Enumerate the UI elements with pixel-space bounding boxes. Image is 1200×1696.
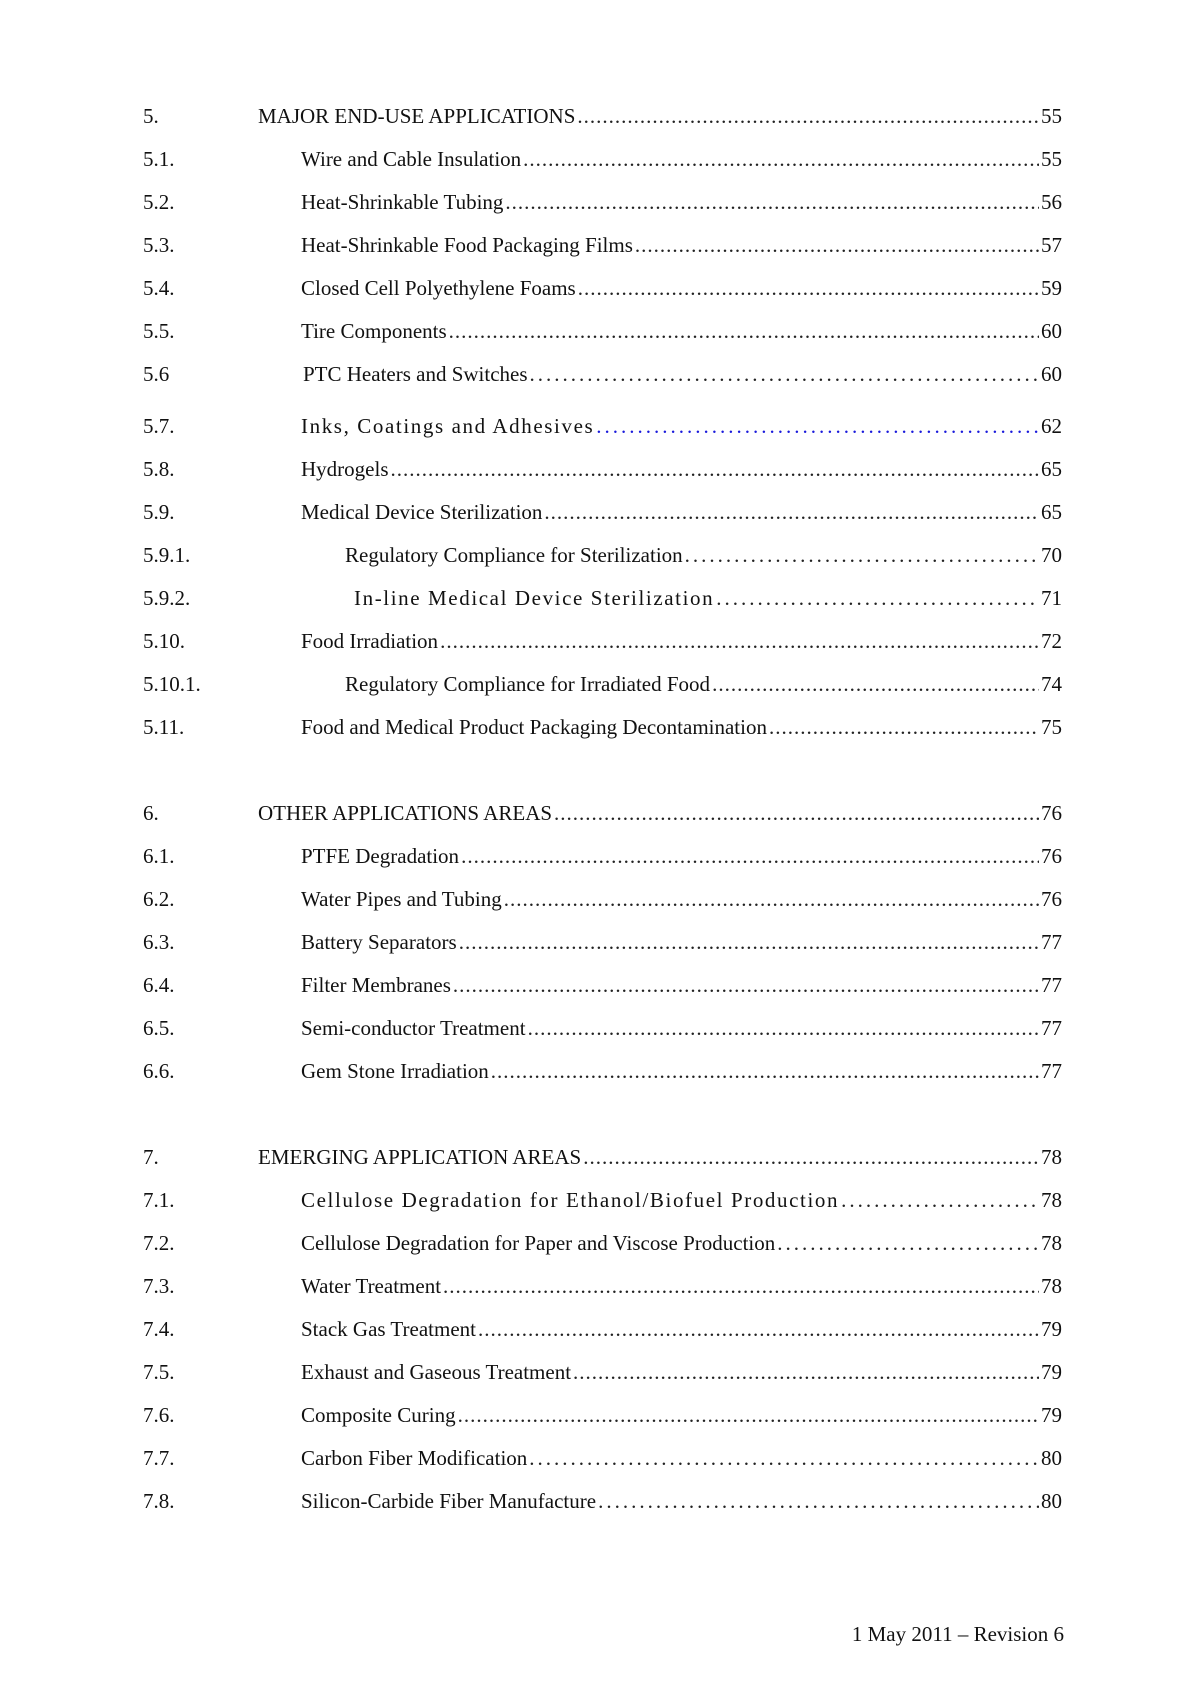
toc-entry-number: 6.6. [143,1059,175,1083]
toc-entry-title[interactable]: Gem Stone Irradiation [301,1059,489,1083]
toc-entry-title[interactable]: Food and Medical Product Packaging Decontamination [301,715,767,739]
toc-entry-title[interactable]: PTFE Degradation [301,844,460,868]
toc-entry-page-number[interactable]: 72 [1041,629,1062,653]
toc-entry-title[interactable]: Filter Membranes [301,973,451,997]
toc-entry-page-number[interactable]: 57 [1041,233,1062,257]
dot-leader [554,798,1039,828]
toc-entry-title[interactable]: Battery Separators [301,930,457,954]
toc-entry[interactable] [0,970,1200,1000]
dot-leader [453,970,1039,1000]
toc-entry-number: 5.5. [143,319,175,343]
toc-entry-number: 6.5. [143,1016,175,1040]
dot-leader [529,1443,1039,1473]
toc-entry-page-number[interactable]: 65 [1041,500,1062,524]
toc-entry[interactable] [0,798,1200,828]
toc-entry[interactable] [0,101,1200,131]
dot-leader [583,1142,1039,1172]
toc-entry-page-number[interactable]: 56 [1041,190,1062,214]
toc-entry-page-number[interactable]: 78 [1041,1145,1062,1169]
toc-entry-number: 7.3. [143,1274,175,1298]
toc-entry[interactable] [0,1271,1200,1301]
toc-entry-title[interactable]: Stack Gas Treatment [301,1317,476,1341]
dot-leader [504,884,1039,914]
dot-leader [449,316,1039,346]
toc-entry[interactable] [0,1142,1200,1172]
toc-entry-page-number[interactable]: 79 [1041,1360,1062,1384]
toc-entry[interactable] [0,583,1200,613]
toc-entry-number: 5.10. [143,629,185,653]
toc-entry-number: 7.4. [143,1317,175,1341]
toc-entry-title[interactable]: Regulatory Compliance for Irradiated Food [345,672,711,696]
dot-leader [391,454,1040,484]
toc-entry[interactable] [0,1357,1200,1387]
toc-entry-title[interactable]: Medical Device Sterilization [301,500,543,524]
toc-entry-title[interactable]: Tire Components [301,319,447,343]
toc-entry[interactable] [0,411,1200,441]
dot-leader [440,626,1039,656]
toc-entry-page-number[interactable]: 65 [1041,457,1062,481]
toc-entry-page-number[interactable]: 60 [1041,362,1062,386]
toc-entry[interactable] [0,230,1200,260]
toc-entry-page-number[interactable]: 76 [1041,887,1062,911]
toc-entry-page-number[interactable]: 55 [1041,104,1062,128]
toc-entry-number: 5.3. [143,233,175,257]
toc-entry-page-number[interactable]: 55 [1041,147,1062,171]
dot-leader [443,1271,1039,1301]
toc-entry[interactable] [0,497,1200,527]
toc-entry-number: 5. [143,104,159,128]
toc-entry[interactable] [0,884,1200,914]
toc-entry-page-number[interactable]: 75 [1041,715,1062,739]
toc-entry-page-number[interactable]: 59 [1041,276,1062,300]
toc-entry-page-number[interactable]: 79 [1041,1317,1062,1341]
toc-entry-number: 5.1. [143,147,175,171]
toc-entry-number: 7.2. [143,1231,175,1255]
dot-leader [491,1056,1039,1086]
toc-entry-title[interactable]: Exhaust and Gaseous Treatment [301,1360,572,1384]
toc-entry-page-number[interactable]: 79 [1041,1403,1062,1427]
toc-entry-page-number[interactable]: 76 [1041,844,1062,868]
toc-entry-page-number[interactable]: 80 [1041,1446,1062,1470]
toc-entry-number: 5.9.1. [143,543,191,567]
dot-leader [461,841,1039,871]
toc-entry-number: 5.7. [143,414,175,438]
dot-leader [577,101,1039,131]
toc-entry-title[interactable]: In-line Medical Device Sterilization [354,586,715,610]
toc-entry[interactable] [0,1400,1200,1430]
dot-leader [458,1400,1039,1430]
toc-entry-number: 5.2. [143,190,175,214]
toc-entry[interactable] [0,273,1200,303]
toc-entry-page-number[interactable]: 70 [1041,543,1062,567]
toc-entry[interactable] [0,540,1200,570]
toc-entry-page-number[interactable]: 76 [1041,801,1062,825]
dot-leader [841,1185,1039,1215]
toc-entry-number: 5.8. [143,457,175,481]
toc-entry-number: 6.4. [143,973,175,997]
toc-entry-title[interactable]: Wire and Cable Insulation [301,147,522,171]
page-footer-revision: 1 May 2011 – Revision 6 [851,1622,1064,1646]
dot-leader [530,359,1039,389]
toc-entry-number: 7.6. [143,1403,175,1427]
toc-entry-title[interactable]: Food Irradiation [301,629,439,653]
toc-entry[interactable] [0,359,1200,389]
toc-entry[interactable] [0,144,1200,174]
toc-entry-number: 6.3. [143,930,175,954]
dot-leader [459,927,1039,957]
toc-entry[interactable] [0,187,1200,217]
toc-entry-title[interactable]: Hydrogels [301,457,389,481]
dot-leader [769,712,1039,742]
toc-entry-number: 5.6 [143,362,170,386]
toc-entry-page-number[interactable]: 71 [1041,586,1062,610]
dot-leader [596,411,1039,441]
toc-entry[interactable] [0,626,1200,656]
toc-entry-number: 7.5. [143,1360,175,1384]
toc-entry-page-number[interactable]: 77 [1041,973,1062,997]
toc-entry-title[interactable]: Heat-Shrinkable Tubing [301,190,504,214]
toc-entry-number: 5.11. [143,715,185,739]
dot-leader [777,1228,1039,1258]
toc-entry-title[interactable]: OTHER APPLICATIONS AREAS [258,801,553,825]
dot-leader [578,273,1039,303]
toc-entry-page-number[interactable]: 77 [1041,1059,1062,1083]
toc-entry-number: 5.10.1. [143,672,201,696]
toc-entry-number: 6.2. [143,887,175,911]
toc-entry[interactable] [0,316,1200,346]
toc-entry-page-number[interactable]: 77 [1041,930,1062,954]
dot-leader [505,187,1039,217]
toc-entry-page-number[interactable]: 78 [1041,1188,1062,1212]
toc-entry-title[interactable]: Water Pipes and Tubing [301,887,502,911]
toc-entry-page-number[interactable]: 74 [1041,672,1062,696]
dot-leader [523,144,1039,174]
toc-entry[interactable] [0,1185,1200,1215]
toc-entry[interactable] [0,1056,1200,1086]
toc-entry-title[interactable]: Regulatory Compliance for Sterilization [345,543,683,567]
toc-entry-title[interactable]: Semi-conductor Treatment [301,1016,526,1040]
dot-leader [598,1486,1039,1516]
toc-entry-title[interactable]: PTC Heaters and Switches [303,362,528,386]
toc-entry[interactable] [0,1013,1200,1043]
toc-entry-number: 7. [143,1145,159,1169]
toc-entry[interactable] [0,927,1200,957]
toc-entry-page-number[interactable]: 78 [1041,1274,1062,1298]
toc-entry[interactable] [0,1228,1200,1258]
toc-entry-title[interactable]: Cellulose Degradation for Ethanol/Biofuel Production [301,1188,840,1212]
toc-entry-title[interactable]: Water Treatment [301,1274,442,1298]
toc-entry-number: 6. [143,801,159,825]
dot-leader [635,230,1039,260]
toc-entry[interactable] [0,841,1200,871]
toc-entry-title[interactable]: Inks, Coatings and Adhesives [301,414,595,438]
toc-entry-page-number[interactable]: 78 [1041,1231,1062,1255]
toc-entry-title[interactable]: Silicon-Carbide Fiber Manufacture [301,1489,597,1513]
toc-entry-page-number[interactable]: 77 [1041,1016,1062,1040]
toc-entry-number: 5.9.2. [143,586,191,610]
toc-entry-page-number[interactable]: 62 [1041,414,1062,438]
toc-entry-number: 5.4. [143,276,175,300]
toc-entry-number: 7.1. [143,1188,175,1212]
toc-entry[interactable] [0,454,1200,484]
dot-leader [716,583,1039,613]
toc-entry-title[interactable]: Cellulose Degradation for Paper and Viscose Production [301,1231,776,1255]
toc-entry[interactable] [0,712,1200,742]
toc-entry-title[interactable]: Heat-Shrinkable Food Packaging Films [301,233,633,257]
toc-entry-title[interactable]: EMERGING APPLICATION AREAS [258,1145,582,1169]
dot-leader [478,1314,1039,1344]
toc-entry-page-number[interactable]: 80 [1041,1489,1062,1513]
dot-leader [573,1357,1039,1387]
toc-entry[interactable] [0,1314,1200,1344]
toc-entry-page-number[interactable]: 60 [1041,319,1062,343]
dot-leader [712,669,1039,699]
toc-entry[interactable] [0,669,1200,699]
dot-leader [528,1013,1039,1043]
toc-entry-number: 7.8. [143,1489,175,1513]
toc-entry-number: 6.1. [143,844,175,868]
toc-entry-title[interactable]: Carbon Fiber Modification [301,1446,528,1470]
toc-entry-title[interactable]: Closed Cell Polyethylene Foams [301,276,576,300]
toc-entry-title[interactable]: MAJOR END-USE APPLICATIONS [258,104,576,128]
toc-entry-number: 5.9. [143,500,175,524]
toc-entry[interactable] [0,1443,1200,1473]
toc-entry-title[interactable]: Composite Curing [301,1403,456,1427]
dot-leader [685,540,1039,570]
toc-entry[interactable] [0,1486,1200,1516]
dot-leader [544,497,1039,527]
toc-entry-number: 7.7. [143,1446,175,1470]
